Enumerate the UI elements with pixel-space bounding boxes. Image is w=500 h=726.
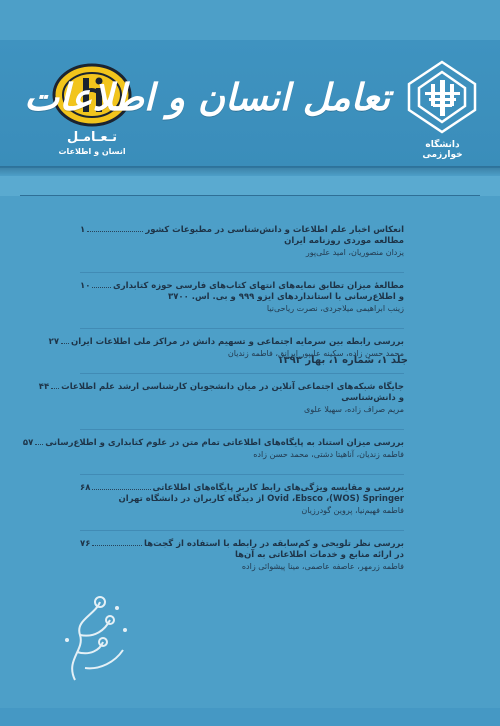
toc-entry[interactable] (80, 539, 404, 572)
article-authors: زینب ابراهیمی میلاجردی، نصرت ریاحی‌نیا (266, 304, 404, 313)
leader-dots (92, 287, 111, 288)
table-of-contents (22, 225, 404, 586)
toc-entry[interactable] (22, 438, 404, 460)
toc-divider (80, 530, 404, 531)
article-authors: فاطمه فهیم‌نیا، پروین گودرزیان (301, 506, 404, 515)
article-title: انعکاس اخبار علم اطلاعات و دانش‌شناسی در مطبوعات کشور (145, 225, 404, 235)
university-emblem-icon (405, 58, 480, 138)
article-title-continued: و دانش‌شناسی (341, 393, 404, 403)
page-number: ۱ (80, 225, 86, 235)
journal-title: تعامل انسان و اطلاعات (24, 75, 390, 119)
issue-info: جلد ۱، شماره ۱، بهار ۱۳۹۳ (277, 355, 408, 366)
toc-entry[interactable] (38, 382, 404, 415)
logo-subtitle: انسان و اطلاعات (58, 147, 126, 156)
leader-dots (87, 231, 143, 232)
article-title-continued: مطالعه موردی روزنامه ایران (284, 236, 404, 246)
leader-dots (92, 489, 150, 490)
toc-divider (80, 429, 404, 430)
article-title-continued: در ارائه منابع و خدمات اطلاعاتی به آن‌ها (234, 550, 404, 560)
article-title: بررسی رابطه بین سرمایه اجتماعی و تسهیم دانش در مراکز ملی اطلاعات ایران (71, 337, 404, 347)
toc-divider (80, 272, 404, 273)
logo-wordmark: تـعـامـل (66, 130, 118, 145)
article-title-continued: Ovid ،Ebsco ،(WOS) Springer از دیدگاه کاربران در دانشگاه تهران (118, 494, 404, 504)
page-number: ۷۶ (80, 539, 91, 549)
toc-divider (80, 328, 404, 329)
university-logo (405, 58, 480, 158)
article-title: بررسی میزان استناد به پایگاه‌های اطلاعاتی تمام متن در علوم کتابداری و اطلاع‌رسانی (45, 438, 404, 448)
toc-entry[interactable] (80, 225, 404, 258)
university-name: دانشگاه خوارزمی (422, 140, 463, 160)
header-band-shadow (0, 166, 500, 176)
bottom-strip (0, 708, 500, 726)
page-number: ۶۸ (80, 483, 91, 493)
page-number: ۱۰ (80, 281, 91, 291)
article-authors: مریم صراف زاده، سهیلا علوی (304, 405, 404, 414)
article-authors: فاطمه زندیان، آناهیتا دشتی، محمد حسن زاده (253, 450, 404, 459)
article-authors: محمد حسن زاده، سکینه علیپور ایرانق، فاطمه زندیان (227, 349, 404, 358)
toc-entry[interactable] (80, 281, 404, 314)
leader-dots (51, 388, 59, 389)
article-title: بررسی و مقایسه ویژگی‌های رابط کاربر پایگاه‌های اطلاعاتی (152, 483, 404, 493)
leader-dots (92, 545, 142, 546)
article-authors: یزدان منصوریان، امید علی‌پور (305, 248, 404, 257)
article-title-continued: و اطلاع‌رسانی با استانداردهای ایزو ۹۹۹ و بی. اس. ۳۷۰۰ (168, 292, 404, 302)
article-authors: فاطمه زرمهر، عاصفه عاصمی، مینا پیشوائی زاده (241, 562, 404, 571)
toc-divider (80, 474, 404, 475)
toc-entry[interactable] (48, 337, 404, 359)
leader-dots (35, 444, 43, 445)
floral-ornament-icon (55, 590, 135, 685)
toc-divider (80, 373, 404, 374)
article-title: مطالعهٔ میزان تطابق نمایه‌های انتهای کتاب‌های فارسی حوزه کتابداری (112, 281, 404, 291)
page-number: ۲۷ (48, 337, 60, 347)
article-title: بررسی نظر تلویحی و کم‌سابقه در رابطه با استفاده از گجت‌ها (144, 539, 404, 549)
page-number: ۵۷ (22, 438, 34, 448)
page-number: ۴۴ (38, 382, 50, 392)
toc-entry[interactable] (80, 483, 404, 516)
article-title: جایگاه شبکه‌های اجتماعی آنلاین در میان دانشجویان کارشناسی ارشد علم اطلاعات (61, 382, 404, 392)
leader-dots (61, 343, 69, 344)
